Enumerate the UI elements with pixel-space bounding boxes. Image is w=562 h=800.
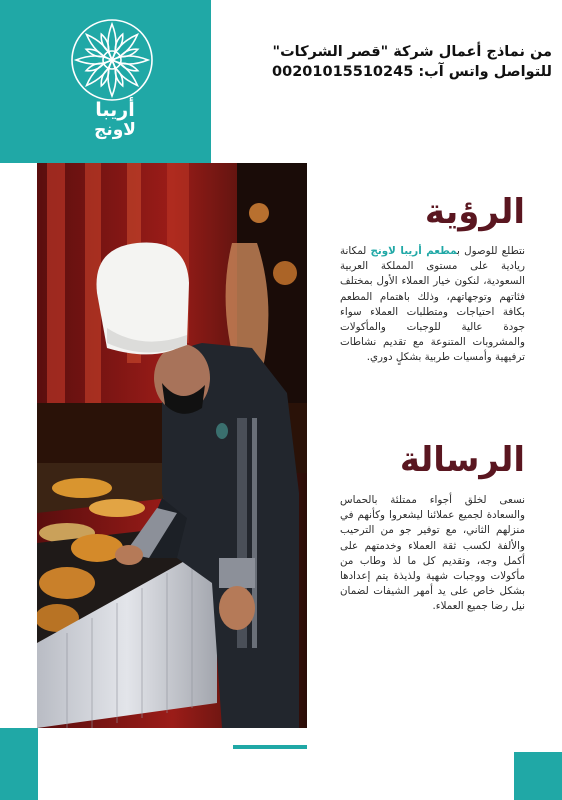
brand-line2: لاونج (94, 120, 136, 140)
logo-petal (84, 57, 115, 88)
logo-petal (84, 32, 115, 63)
lotus-mandala-icon (70, 18, 154, 102)
vision-title: الرؤية (424, 192, 525, 232)
mission-paragraph: نسعى لخلق أجواء ممتلئة بالحماس والسعادة لجميع عملائنا ليشعروا وكأنهم في منزلهم الثاني، مع توفير جو من الترحيب والألفة لكسب ثقة العملاء وخدمتهم على أكمل وجه، وتقديم كل ما لذ وطاب من مأكولات ووجبات شهية ولذيذة يتم إعدادها بشكل خاص على يد أمهر الشيفات لضمان نيل رضا جميع العملاء. (340, 494, 525, 613)
footer-teal-block-left (0, 728, 38, 800)
footer-teal-block-right (514, 752, 562, 800)
brand-line1: أريبا (95, 99, 135, 121)
ad-line1: من نماذج أعمال شركة "قصر الشركات" (272, 44, 552, 60)
vision-text-before: نتطلع للوصول ب (457, 245, 525, 257)
footer-accent-line (233, 745, 307, 749)
vision-paragraph (340, 244, 525, 366)
chef-at-buffet-photo (37, 163, 307, 728)
mission-title: الرسالة (399, 440, 525, 480)
company-ad-text (212, 42, 552, 82)
logo-petal (109, 57, 140, 88)
brand-name (40, 100, 190, 140)
logo-petal (109, 32, 140, 63)
vision-highlight: مطعم أريبا لاونج (370, 245, 458, 257)
vision-text-after: لمكانة ريادية على مستوى المملكة العربية السعودية، لنكون خيار العملاء الأول بمختلف فئاتهم وتوجهاتهم، وذلك باهتمام المطعم بكافة احتياجات ومتطلبات العملاء سواء جودة عالية للوجبات والمأكولات والمشروبات المتنوعة مع تقديم نشاطات ترفيهية وأمسيات طربية بشكلٍ دوري. (340, 245, 525, 364)
ad-line2: للتواصل واتس آب: 00201015510245 (272, 64, 552, 80)
